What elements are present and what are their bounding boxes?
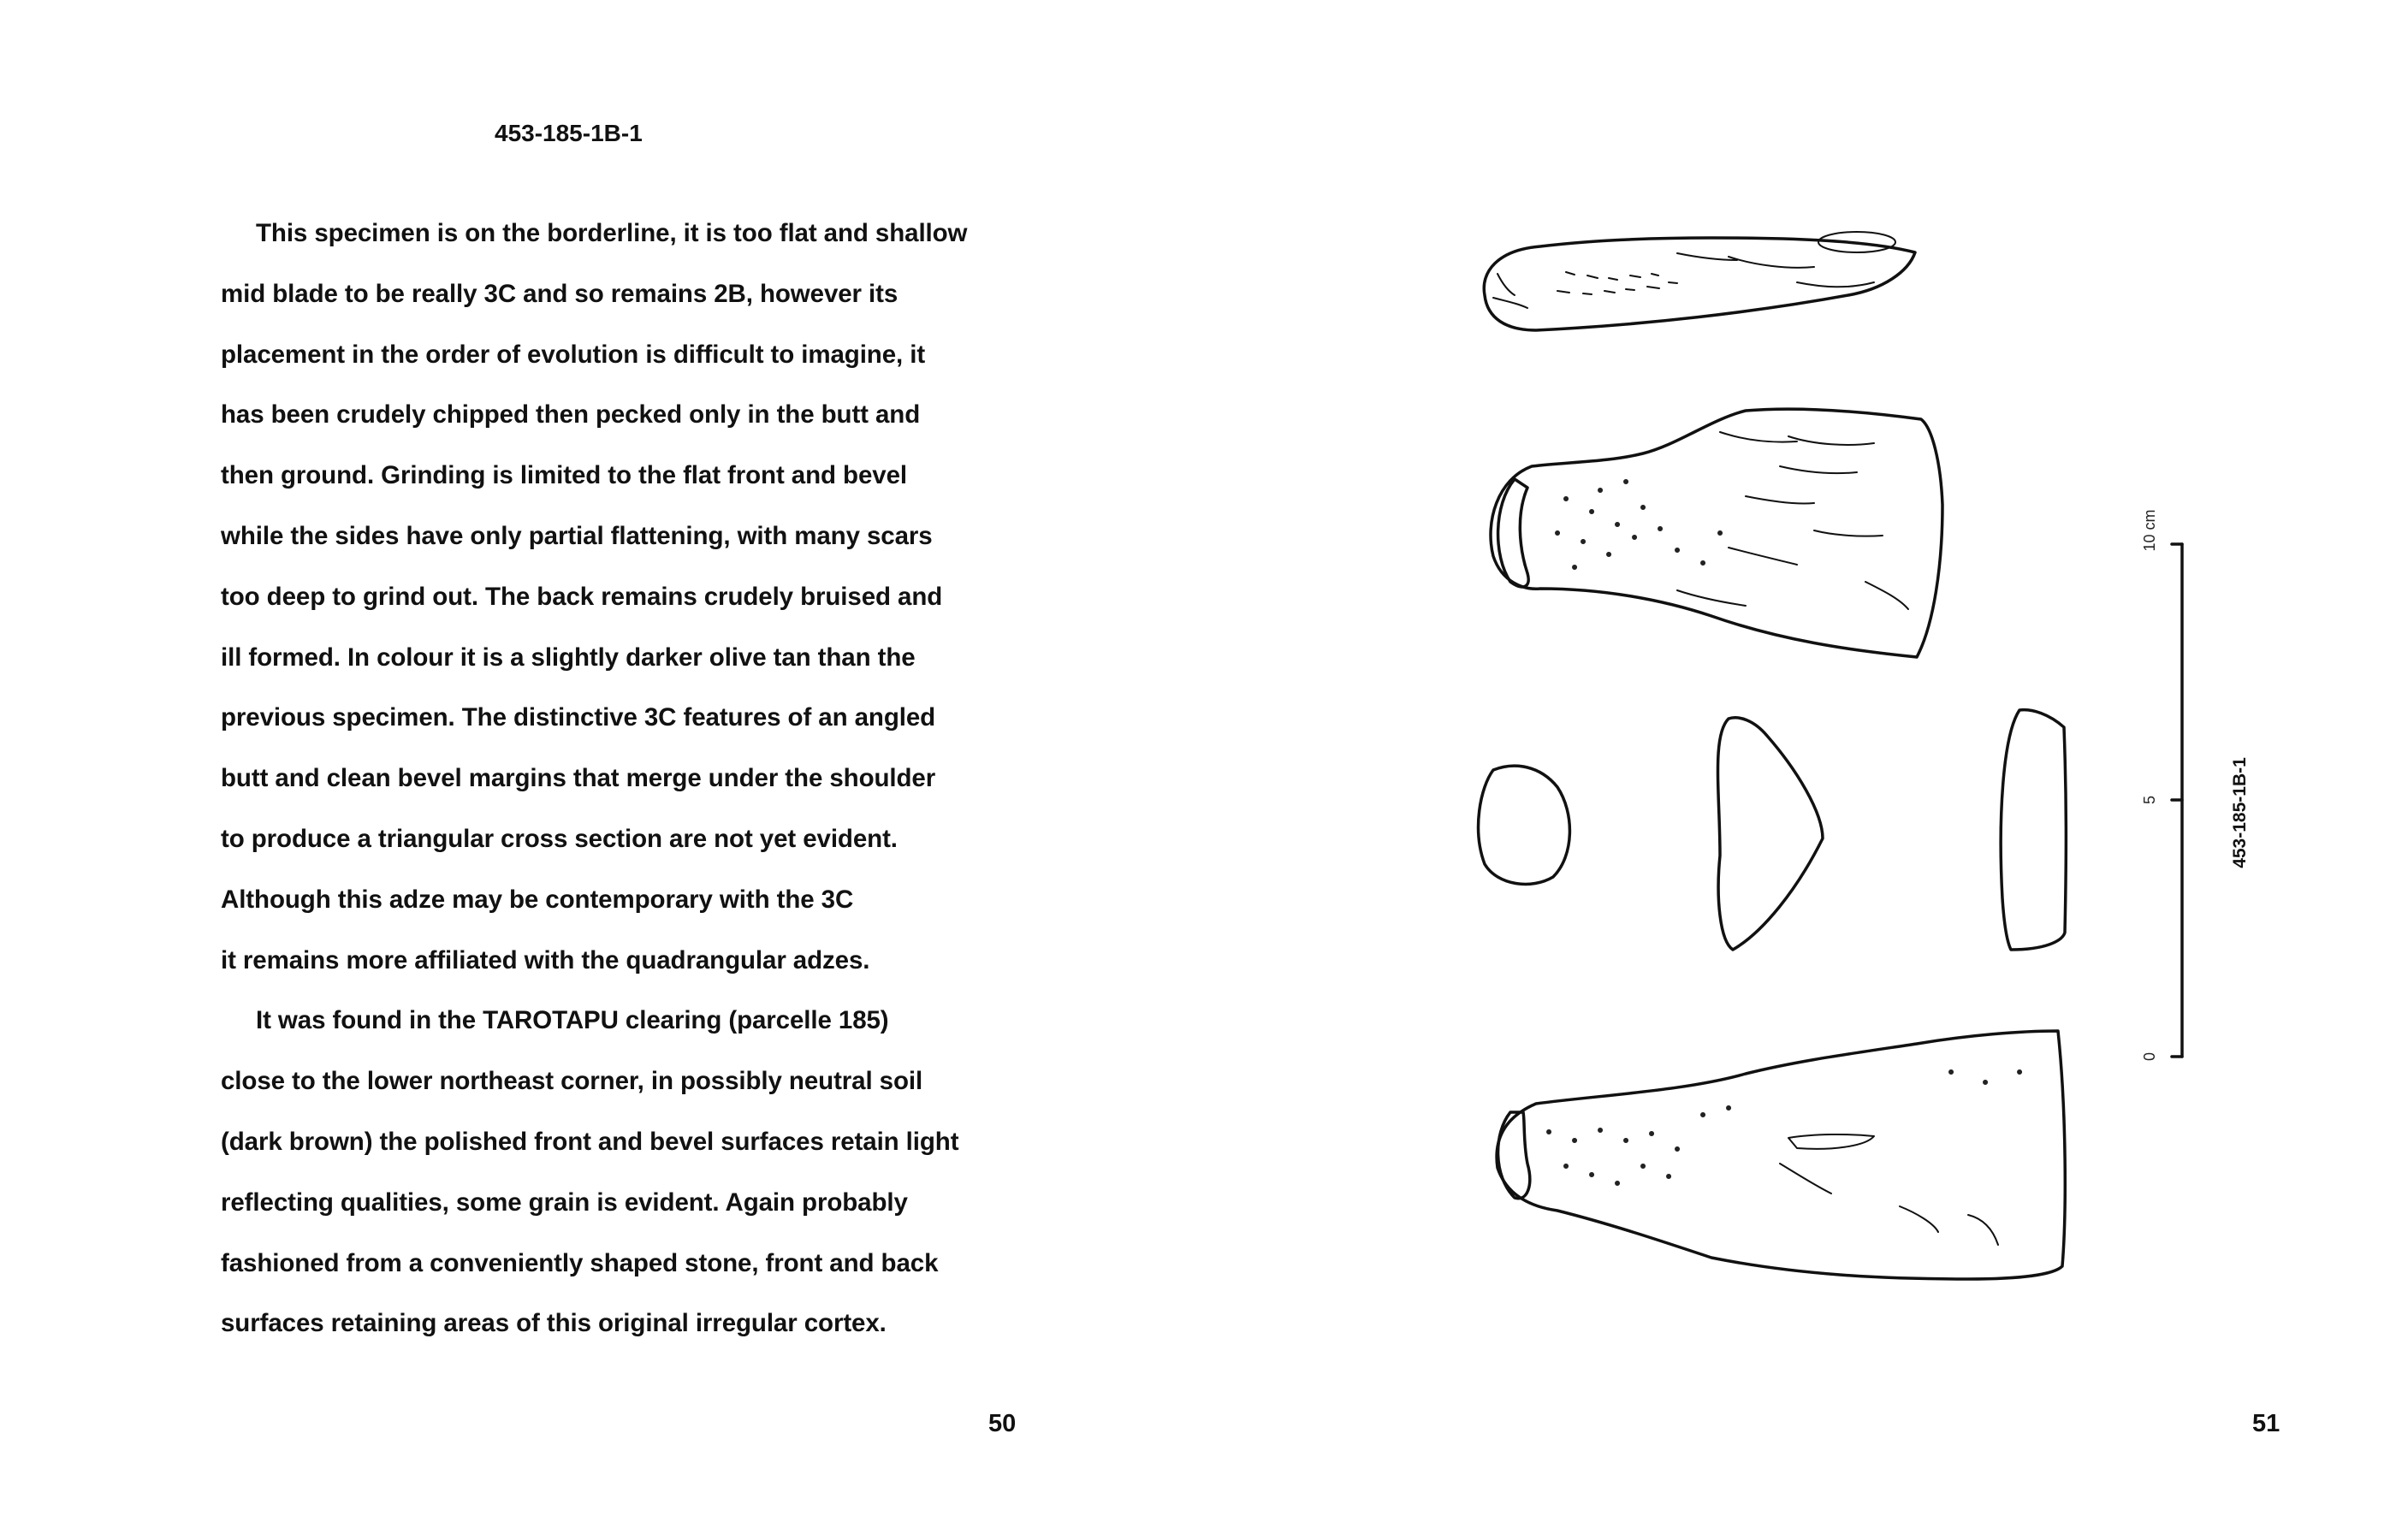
adze-back-view [1497,1031,2065,1279]
scale-label-10: 10 cm [2141,509,2158,552]
text-line: previous specimen. The distinctive 3C features of an angled [221,703,936,732]
text-line: it remains more affiliated with the quadrangular adzes. [221,945,870,974]
adze-cross-section-mid [1718,718,1824,950]
text-line: close to the lower northeast corner, in possibly neutral soil [221,1067,923,1096]
text-line: Although this adze may be contemporary with the 3C [221,885,854,914]
text-line: butt and clean bevel margins that merge under the shoulder [221,764,936,793]
scale-label-5: 5 [2141,795,2158,805]
text-line: (dark brown) the polished front and bevel surfaces retain light [221,1127,959,1156]
text-line: ill formed. In colour it is a slightly darker olive tan than the [221,643,916,672]
text-line: It was found in the TAROTAPU clearing (parcelle 185) [256,1006,889,1035]
specimen-label-vertical: 453-185-1B-1 [2230,757,2250,868]
text-line: then ground. Grinding is limited to the flat front and bevel [221,461,907,490]
page-number: 51 [2252,1410,2280,1437]
text-line: surfaces retaining areas of this original irregular cortex. [221,1309,887,1338]
text-line: reflecting qualities, some grain is evident. Again probably [221,1188,908,1217]
description-text [221,204,991,1354]
adze-cross-section-bevel [2001,710,2066,950]
text-line: to produce a triangular cross section are not yet evident. [221,824,898,853]
text-line: This specimen is on the borderline, it is too flat and shallow [256,219,968,247]
scale-label-0: 0 [2141,1051,2158,1062]
text-line: too deep to grind out. The back remains crudely bruised and [221,582,943,611]
adze-cross-section-butt [1479,766,1570,884]
text-line: while the sides have only partial flattening, with many scars [221,521,933,550]
adze-front-view [1491,409,1942,657]
adze-illustration [1198,0,2396,1540]
right-page [1198,0,2396,1540]
text-line: mid blade to be really 3C and so remains 2B, however its [221,279,898,308]
page-number: 50 [988,1410,1017,1437]
adze-side-view-top [1484,232,1915,330]
text-line: has been crudely chipped then pecked only in the butt and [221,400,921,429]
scale-bar [2141,509,2182,1061]
specimen-title: 453-185-1B-1 [495,120,643,146]
text-line: fashioned from a conveniently shaped stone, front and back [221,1248,939,1277]
text-line: placement in the order of evolution is difficult to imagine, it [221,340,926,369]
